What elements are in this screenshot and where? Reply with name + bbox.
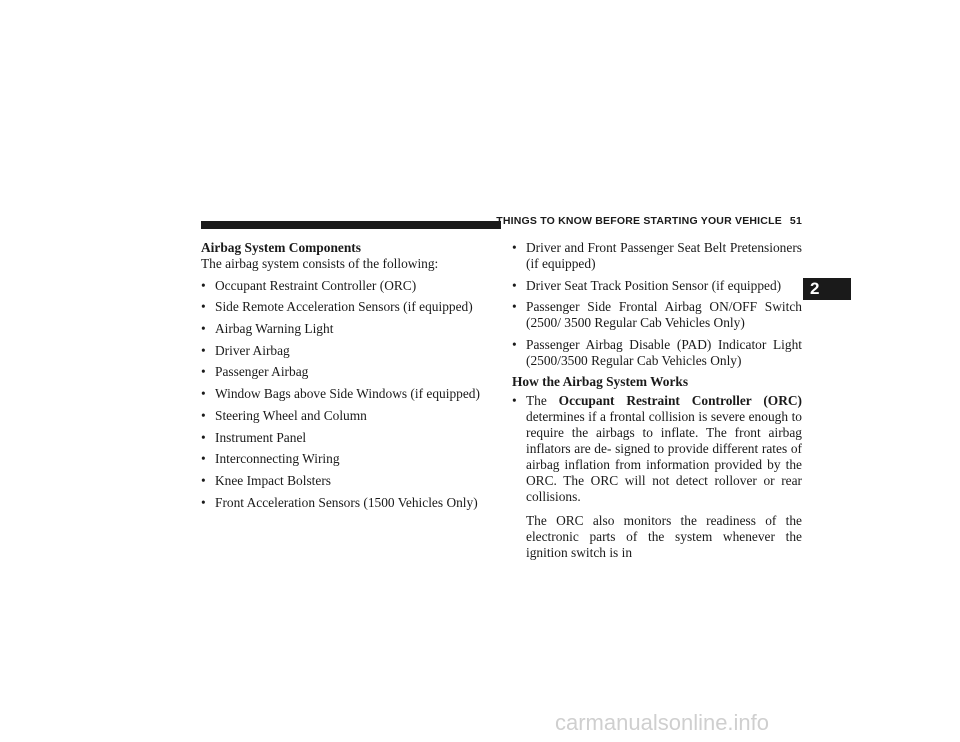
section-heading-components: Airbag System Components	[201, 240, 361, 255]
bullet-icon: •	[512, 299, 517, 315]
bullet-icon: •	[512, 277, 517, 293]
components-list	[201, 278, 491, 511]
list-item: • Instrument Panel	[201, 429, 307, 445]
orc-monitoring-paragraph: The ORC also monitors the readiness of the electronic parts of the system whenever the ignition switch is in	[526, 513, 802, 561]
orc-description: The Occupant Restraint Controller (ORC) determines if a frontal collision is severe enough to require the airbags to inflate. The front airbag inflators are de- signed to provide different rates of airbag inflation from information provided by the ORC. The ORC will not detect rollover or rear collisions.	[526, 393, 802, 505]
bullet-icon: •	[512, 240, 517, 255]
bullet-icon: •	[201, 494, 206, 510]
list-item: • Driver Airbag	[201, 342, 290, 358]
section-heading-how-it-works: How the Airbag System Works	[512, 374, 689, 390]
running-title: THINGS TO KNOW BEFORE STARTING YOUR VEHICLE	[496, 215, 782, 227]
list-item: • Passenger Side Frontal Airbag ON/OFF Switch (2500/ 3500 Regular Cab Vehicles Only)	[512, 299, 802, 331]
components-list-continued	[512, 240, 802, 369]
bullet-icon: •	[201, 429, 206, 445]
bullet-icon: •	[201, 472, 206, 488]
list-item: • Knee Impact Bolsters	[201, 472, 332, 488]
bullet-icon: •	[512, 337, 517, 353]
bullet-icon: •	[201, 299, 206, 315]
list-item: • Interconnecting Wiring	[201, 451, 340, 467]
list-item: • Airbag Warning Light	[201, 321, 334, 337]
list-item: • Side Remote Acceleration Sensors (if equipped)	[201, 299, 473, 315]
list-item: • Window Bags above Side Windows (if equipped)	[201, 386, 480, 402]
page-number: 51	[789, 215, 802, 227]
right-column	[512, 240, 802, 561]
intro-text: The airbag system consists of the following:	[201, 256, 439, 271]
list-item: • Driver Seat Track Position Sensor (if equipped)	[512, 277, 782, 293]
bullet-icon: •	[201, 386, 206, 402]
bullet-icon: •	[201, 321, 206, 337]
list-item: • Front Acceleration Sensors (1500 Vehicles Only)	[201, 494, 478, 510]
running-header	[0, 215, 802, 227]
watermark: carmanualsonline.info	[555, 710, 770, 735]
left-column	[201, 240, 491, 511]
list-item: • Driver and Front Passenger Seat Belt Pretensioners (if equipped)	[512, 240, 802, 271]
bullet-icon: •	[512, 393, 517, 409]
list-item: • Passenger Airbag	[201, 364, 309, 380]
list-item	[512, 393, 802, 561]
list-item: • Steering Wheel and Column	[201, 407, 367, 423]
bullet-icon: •	[201, 342, 206, 358]
list-item: • Occupant Restraint Controller (ORC)	[201, 277, 417, 293]
bullet-icon: •	[201, 364, 206, 380]
bullet-icon: •	[201, 451, 206, 467]
list-item: • Passenger Airbag Disable (PAD) Indicator Light (2500/3500 Regular Cab Vehicles Only)	[512, 337, 802, 369]
how-it-works-list	[512, 393, 802, 561]
orc-term: Occupant Restraint Controller (ORC)	[558, 393, 802, 409]
bullet-icon: •	[201, 277, 206, 293]
chapter-tab: 2	[803, 278, 851, 300]
bullet-icon: •	[201, 407, 206, 423]
